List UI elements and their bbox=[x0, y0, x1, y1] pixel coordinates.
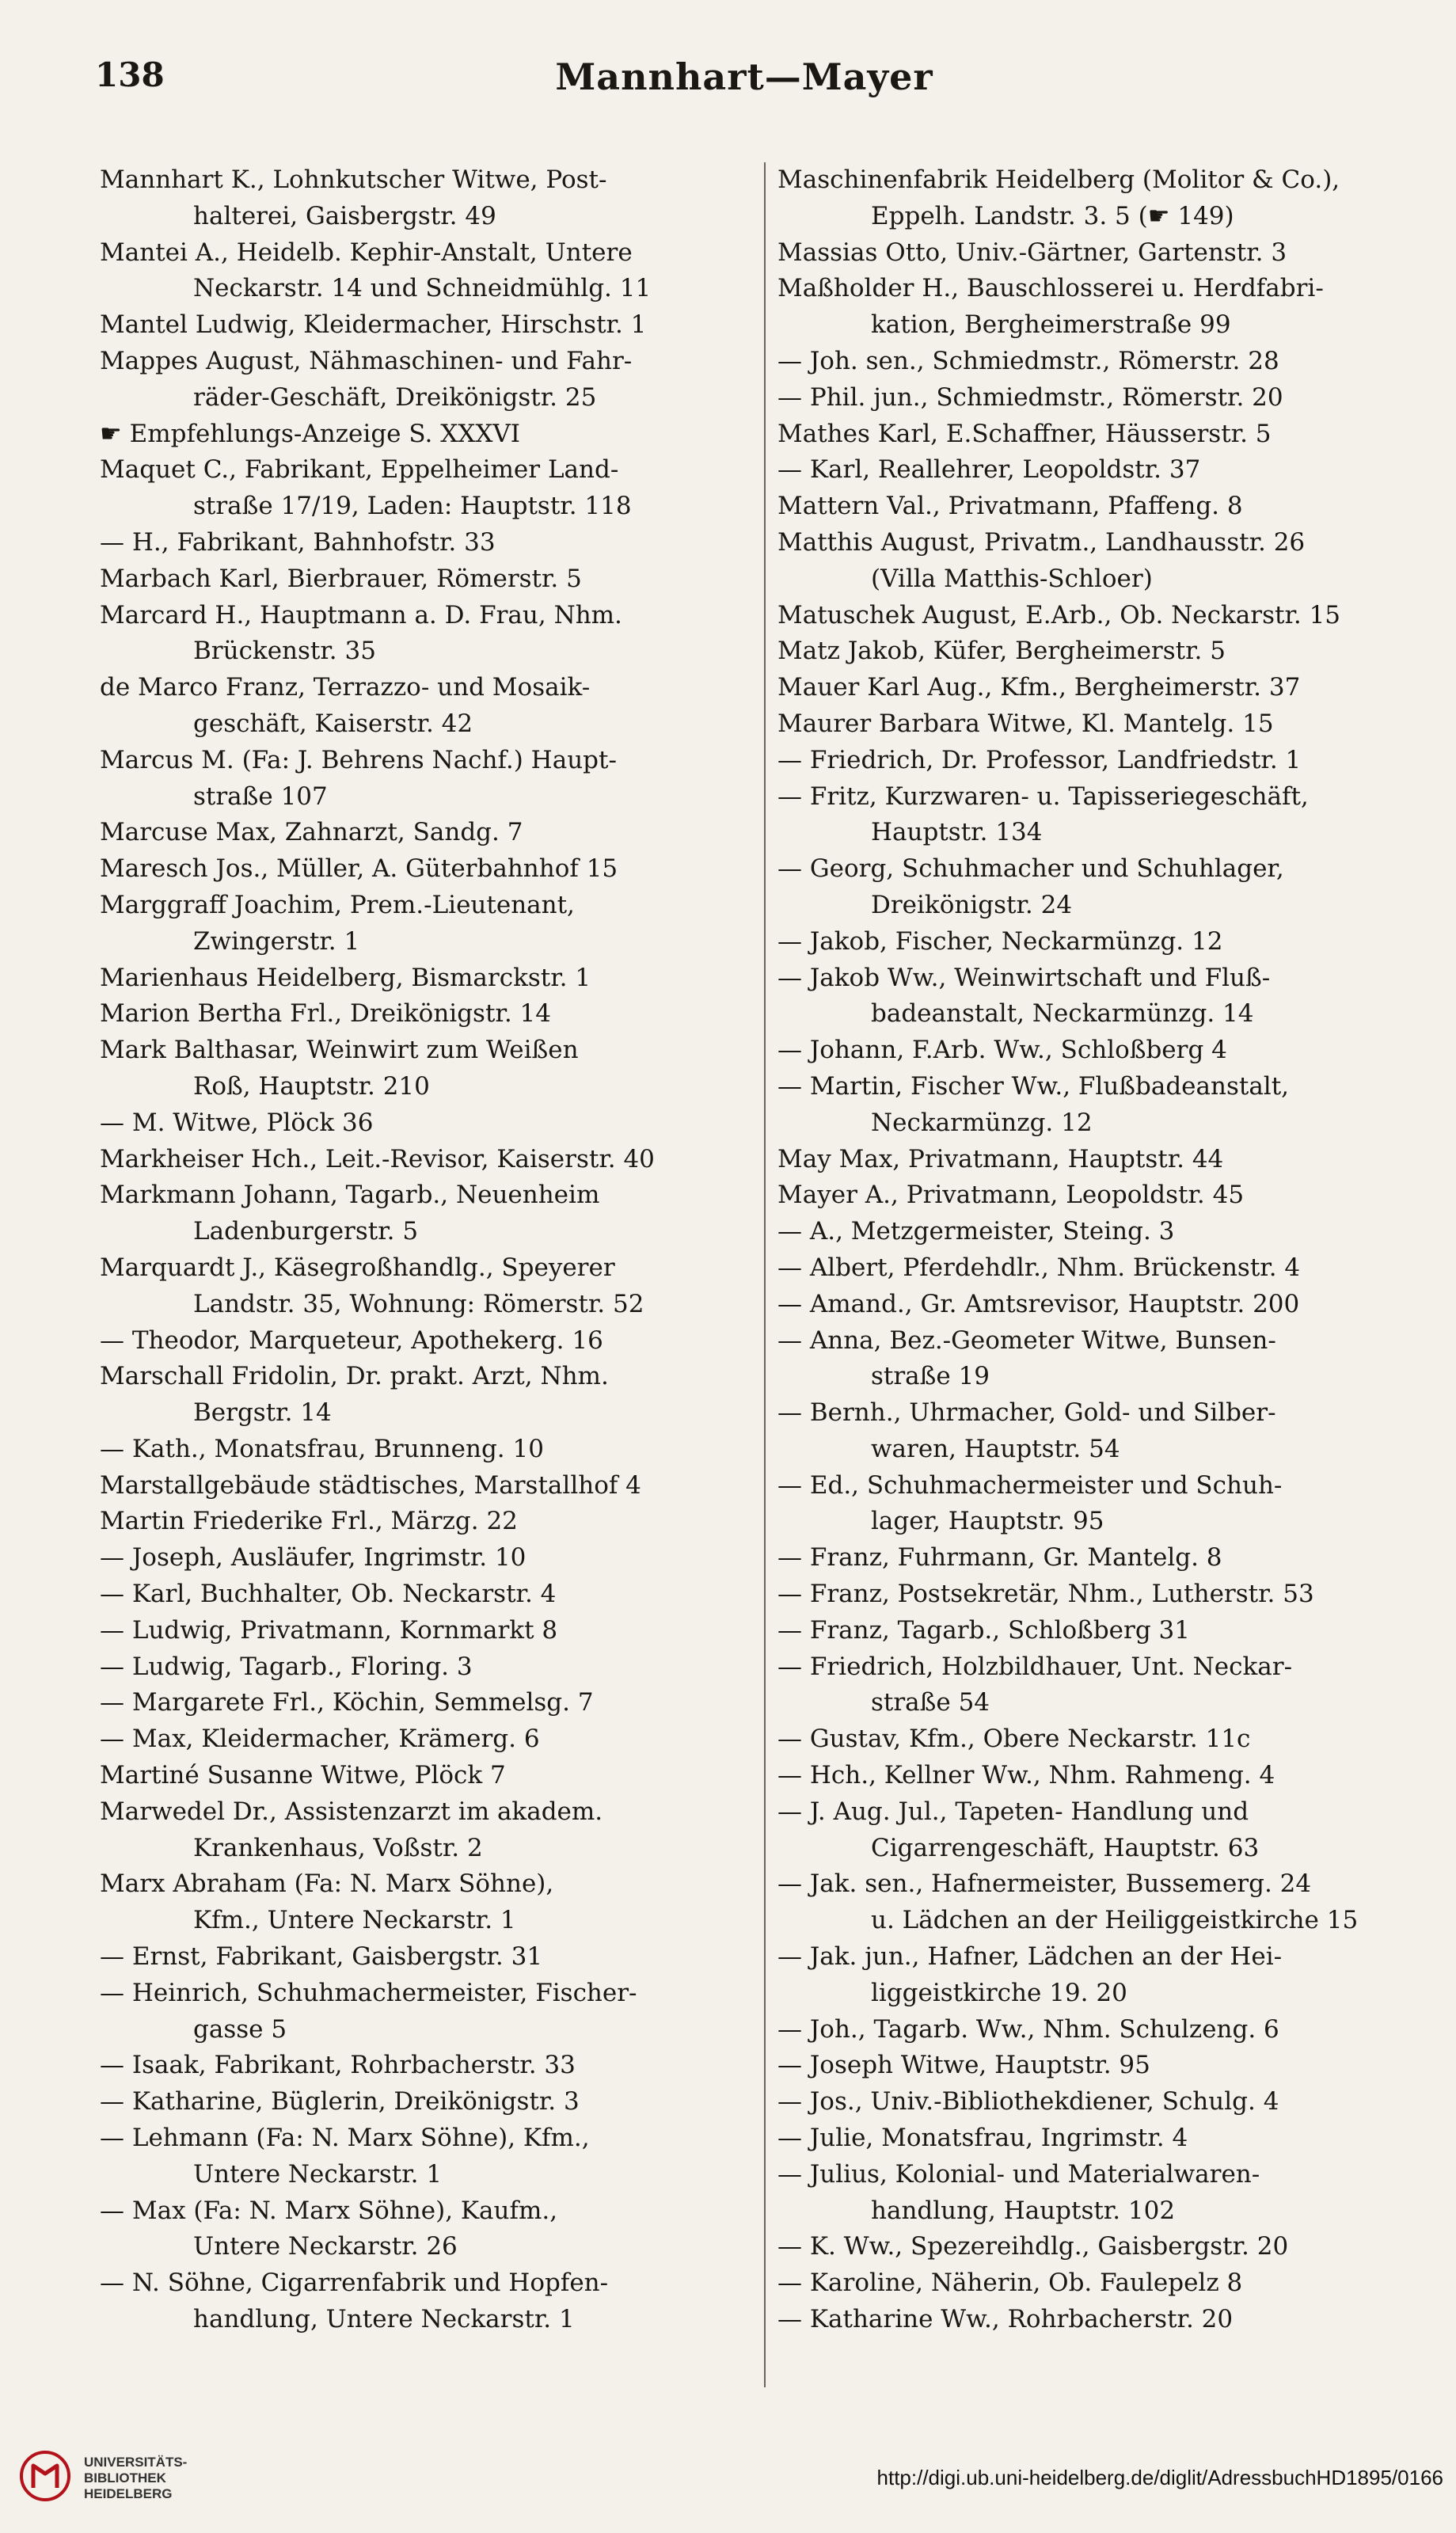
directory-entry bbox=[777, 2265, 1411, 2302]
entry-text: — Julius, Kolonial- und Materialwaren- bbox=[777, 2159, 1260, 2189]
directory-entry bbox=[100, 1105, 757, 1142]
directory-entry bbox=[100, 561, 757, 598]
directory-entry bbox=[777, 1613, 1411, 1649]
directory-entry bbox=[777, 489, 1411, 525]
directory-entry bbox=[100, 1250, 757, 1323]
directory-entry bbox=[777, 271, 1411, 344]
directory-entry bbox=[100, 1540, 757, 1576]
library-name-line: UNIVERSITÄTS- bbox=[84, 2455, 188, 2470]
page-number: 138 bbox=[95, 55, 165, 94]
entry-text: — Franz, Tagarb., Schloßberg 31 bbox=[777, 1615, 1190, 1645]
entry-continuation: (Villa Matthis-Schloer) bbox=[871, 564, 1153, 593]
directory-entry bbox=[100, 1033, 757, 1105]
page-footer bbox=[0, 2423, 1456, 2533]
directory-entry bbox=[100, 235, 757, 308]
directory-entry bbox=[777, 235, 1411, 272]
directory-entry bbox=[100, 815, 757, 851]
directory-entry bbox=[777, 743, 1411, 779]
entry-text: — Ludwig, Tagarb., Floring. 3 bbox=[100, 1652, 473, 1681]
entry-text: Maßholder H., Bauschlosserei u. Herdfabri- bbox=[777, 274, 1324, 303]
directory-entry bbox=[100, 598, 757, 671]
entry-continuation: Neckarmünzg. 12 bbox=[871, 1108, 1093, 1137]
directory-entry bbox=[100, 344, 757, 416]
entry-text: — H., Fabrikant, Bahnhofstr. 33 bbox=[100, 527, 496, 557]
directory-entry bbox=[100, 1504, 757, 1540]
directory-entry bbox=[100, 1142, 757, 1178]
entry-continuation: Neckarstr. 14 und Schneidmühlg. 11 bbox=[193, 274, 652, 303]
page-header bbox=[95, 55, 1393, 111]
directory-entry bbox=[100, 670, 757, 743]
entry-text: Mayer A., Privatmann, Leopoldstr. 45 bbox=[777, 1181, 1245, 1210]
entry-text: — K. Ww., Spezereihdlg., Gaisbergstr. 20 bbox=[777, 2232, 1289, 2261]
entry-continuation: Untere Neckarstr. 26 bbox=[193, 2232, 458, 2261]
entry-text: Marstallgebäude städtisches, Marstallhof 4 bbox=[100, 1470, 641, 1500]
entry-continuation: Kfm., Untere Neckarstr. 1 bbox=[193, 1906, 516, 1935]
directory-entry bbox=[777, 1468, 1411, 1541]
entry-continuation: liggeistkirche 19. 20 bbox=[871, 1978, 1127, 2007]
directory-entry bbox=[777, 779, 1411, 852]
directory-entry bbox=[777, 525, 1411, 598]
library-name bbox=[84, 2455, 187, 2502]
entry-text: — Ed., Schuhmachermeister und Schuh- bbox=[777, 1470, 1283, 1500]
directory-entry bbox=[100, 996, 757, 1033]
entry-text: — A., Metzgermeister, Steing. 3 bbox=[777, 1217, 1175, 1246]
entry-continuation: Zwingerstr. 1 bbox=[193, 926, 360, 956]
directory-entry bbox=[100, 1794, 757, 1867]
entry-continuation: gasse 5 bbox=[193, 2014, 287, 2044]
entry-text: — Franz, Postsekretär, Nhm., Lutherstr. 53 bbox=[777, 1580, 1314, 1609]
directory-entry bbox=[100, 2193, 757, 2266]
entry-text: Marx Abraham (Fa: N. Marx Söhne), bbox=[100, 1869, 554, 1899]
entry-text: — Jakob Ww., Weinwirtschaft und Fluß- bbox=[777, 963, 1271, 992]
entry-continuation: Untere Neckarstr. 1 bbox=[193, 2159, 443, 2189]
directory-entry bbox=[777, 2012, 1411, 2048]
directory-entry bbox=[100, 888, 757, 960]
directory-entry bbox=[100, 416, 757, 453]
directory-entry bbox=[777, 2120, 1411, 2157]
entry-continuation: geschäft, Kaiserstr. 42 bbox=[193, 709, 473, 738]
directory-entry bbox=[100, 2120, 757, 2193]
entry-text: Maurer Barbara Witwe, Kl. Mantelg. 15 bbox=[777, 709, 1274, 738]
entry-text: — Friedrich, Dr. Professor, Landfriedstr. 1 bbox=[777, 745, 1302, 774]
entry-text: — Joseph Witwe, Hauptstr. 95 bbox=[777, 2051, 1150, 2080]
entry-continuation: Eppelh. Landstr. 3. 5 (☛ 149) bbox=[871, 201, 1234, 230]
entry-continuation: Bergstr. 14 bbox=[193, 1398, 332, 1428]
directory-entry bbox=[777, 2229, 1411, 2265]
entry-text: — Karl, Buchhalter, Ob. Neckarstr. 4 bbox=[100, 1580, 557, 1609]
entry-text: de Marco Franz, Terrazzo- und Mosaik- bbox=[100, 673, 591, 702]
entry-text: — Phil. jun., Schmiedmstr., Römerstr. 20 bbox=[777, 382, 1283, 412]
entry-text: — Margarete Frl., Köchin, Semmelsg. 7 bbox=[100, 1688, 594, 1717]
directory-entry bbox=[777, 1794, 1411, 1867]
library-name-line: BIBLIOTHEK bbox=[84, 2470, 166, 2485]
entry-text: — Martin, Fischer Ww., Flußbadeanstalt, bbox=[777, 1071, 1290, 1101]
directory-entry bbox=[100, 452, 757, 525]
directory-entry bbox=[777, 1866, 1411, 1939]
directory-entry bbox=[100, 1721, 757, 1758]
right-column bbox=[777, 162, 1411, 2338]
entry-text: Marion Bertha Frl., Dreikönigstr. 14 bbox=[100, 999, 551, 1029]
entry-text: — J. Aug. Jul., Tapeten- Handlung und bbox=[777, 1797, 1249, 1826]
directory-entry bbox=[100, 851, 757, 888]
entry-continuation: Ladenburgerstr. 5 bbox=[193, 1217, 419, 1246]
entry-text: — Katharine, Büglerin, Dreikönigstr. 3 bbox=[100, 2087, 580, 2117]
directory-entry bbox=[100, 743, 757, 816]
entry-text: Mannhart K., Lohnkutscher Witwe, Post- bbox=[100, 165, 607, 194]
entry-text: Maschinenfabrik Heidelberg (Molitor & Co.), bbox=[777, 165, 1340, 194]
entry-text: Martin Friederike Frl., Märzg. 22 bbox=[100, 1507, 518, 1536]
directory-entry bbox=[100, 1432, 757, 1468]
directory-entry bbox=[100, 1866, 757, 1939]
entry-text: — Ernst, Fabrikant, Gaisbergstr. 31 bbox=[100, 1942, 543, 1972]
column-divider bbox=[764, 162, 766, 2387]
directory-entry bbox=[777, 162, 1411, 235]
entry-continuation: lager, Hauptstr. 95 bbox=[871, 1507, 1104, 1536]
entry-text: — Ludwig, Privatmann, Kornmarkt 8 bbox=[100, 1615, 558, 1645]
entry-text: Maquet C., Fabrikant, Eppelheimer Land- bbox=[100, 455, 619, 485]
entry-text: — Bernh., Uhrmacher, Gold- und Silber- bbox=[777, 1398, 1276, 1428]
directory-entry bbox=[777, 416, 1411, 453]
directory-entry bbox=[777, 2157, 1411, 2230]
entry-text: — Max (Fa: N. Marx Söhne), Kaufm., bbox=[100, 2196, 558, 2225]
entry-text: — Hch., Kellner Ww., Nhm. Rahmeng. 4 bbox=[777, 1761, 1275, 1790]
directory-entry bbox=[777, 1395, 1411, 1468]
directory-entry bbox=[777, 1576, 1411, 1613]
entry-text: — Amand., Gr. Amtsrevisor, Hauptstr. 200 bbox=[777, 1289, 1300, 1318]
entry-continuation: straße 19 bbox=[871, 1362, 990, 1391]
directory-entry bbox=[777, 1214, 1411, 1250]
entry-continuation: waren, Hauptstr. 54 bbox=[871, 1434, 1120, 1463]
entry-text: — Anna, Bez.-Geometer Witwe, Bunsen- bbox=[777, 1325, 1276, 1355]
directory-entry bbox=[777, 1939, 1411, 2012]
directory-entry bbox=[100, 1576, 757, 1613]
entry-continuation: Roß, Hauptstr. 210 bbox=[193, 1071, 430, 1101]
directory-entry bbox=[777, 1177, 1411, 1214]
directory-entry bbox=[777, 2302, 1411, 2338]
entry-continuation: straße 17/19, Laden: Hauptstr. 118 bbox=[193, 492, 632, 521]
entry-text: Markmann Johann, Tagarb., Neuenheim bbox=[100, 1181, 600, 1210]
entry-text: — Max, Kleidermacher, Krämerg. 6 bbox=[100, 1725, 540, 1754]
entry-continuation: Cigarrengeschäft, Hauptstr. 63 bbox=[871, 1833, 1260, 1862]
entry-text: — Jakob, Fischer, Neckarmünzg. 12 bbox=[777, 926, 1223, 956]
entry-continuation: handlung, Untere Neckarstr. 1 bbox=[193, 2305, 575, 2334]
entry-text: — Joseph, Ausläufer, Ingrimstr. 10 bbox=[100, 1543, 527, 1573]
entry-text: — Georg, Schuhmacher und Schuhlager, bbox=[777, 854, 1284, 884]
directory-entry bbox=[100, 1613, 757, 1649]
directory-entry bbox=[100, 1685, 757, 1721]
entry-text: — Lehmann (Fa: N. Marx Söhne), Kfm., bbox=[100, 2124, 590, 2153]
entry-text: — Theodor, Marqueteur, Apothekerg. 16 bbox=[100, 1325, 603, 1355]
entry-text: — Franz, Fuhrmann, Gr. Mantelg. 8 bbox=[777, 1543, 1222, 1573]
entry-text: Matthis August, Privatm., Landhausstr. 26 bbox=[777, 527, 1306, 557]
entry-text: Marienhaus Heidelberg, Bismarckstr. 1 bbox=[100, 963, 591, 992]
entry-continuation: straße 107 bbox=[193, 782, 328, 811]
directory-entry bbox=[777, 1287, 1411, 1323]
entry-text: — Heinrich, Schuhmachermeister, Fischer- bbox=[100, 1978, 637, 2007]
library-seal-icon bbox=[17, 2448, 73, 2504]
entry-text: Mark Balthasar, Weinwirt zum Weißen bbox=[100, 1036, 579, 1065]
university-library-logo bbox=[17, 2439, 207, 2518]
entry-continuation: räder-Geschäft, Dreikönigstr. 25 bbox=[193, 382, 597, 412]
entry-text: Marschall Fridolin, Dr. prakt. Arzt, Nhm. bbox=[100, 1362, 609, 1391]
entry-text: Marcuse Max, Zahnarzt, Sandg. 7 bbox=[100, 818, 523, 847]
directory-entry bbox=[100, 960, 757, 997]
entry-text: Marggraff Joachim, Prem.-Lieutenant, bbox=[100, 890, 575, 919]
entry-text: — Karl, Reallehrer, Leopoldstr. 37 bbox=[777, 455, 1201, 485]
entry-continuation: Dreikönigstr. 24 bbox=[871, 890, 1073, 919]
directory-entry bbox=[777, 851, 1411, 924]
directory-entry bbox=[100, 525, 757, 561]
entry-text: May Max, Privatmann, Hauptstr. 44 bbox=[777, 1144, 1224, 1173]
directory-entry bbox=[100, 1323, 757, 1360]
directory-entry bbox=[777, 1758, 1411, 1794]
entry-text: — Johann, F.Arb. Ww., Schloßberg 4 bbox=[777, 1036, 1227, 1065]
entry-continuation: straße 54 bbox=[871, 1688, 990, 1717]
directory-entry bbox=[777, 1323, 1411, 1396]
entry-text: Marcard H., Hauptmann a. D. Frau, Nhm. bbox=[100, 600, 622, 629]
entry-text: — Gustav, Kfm., Obere Neckarstr. 11c bbox=[777, 1725, 1251, 1754]
source-url[interactable]: http://digi.ub.uni-heidelberg.de/diglit/AdressbuchHD1895/0166 bbox=[876, 2466, 1443, 2489]
directory-entry bbox=[777, 452, 1411, 489]
directory-entry bbox=[777, 670, 1411, 706]
entry-continuation: kation, Bergheimerstraße 99 bbox=[871, 310, 1231, 340]
directory-entry bbox=[777, 1250, 1411, 1287]
entry-text: Marwedel Dr., Assistenzarzt im akadem. bbox=[100, 1797, 603, 1826]
directory-entry bbox=[100, 162, 757, 235]
entry-text: — Joh. sen., Schmiedmstr., Römerstr. 28 bbox=[777, 346, 1279, 375]
directory-entry bbox=[777, 344, 1411, 380]
directory-entry bbox=[777, 706, 1411, 743]
entry-text: Marcus M. (Fa: J. Behrens Nachf.) Haupt- bbox=[100, 745, 617, 774]
entry-text: Massias Otto, Univ.-Gärtner, Gartenstr. 3 bbox=[777, 238, 1287, 267]
entry-text: — Katharine Ww., Rohrbacherstr. 20 bbox=[777, 2305, 1234, 2334]
directory-entry bbox=[100, 2265, 757, 2338]
entry-text: Mauer Karl Aug., Kfm., Bergheimerstr. 37 bbox=[777, 673, 1301, 702]
entry-text: Maresch Jos., Müller, A. Güterbahnhof 15 bbox=[100, 854, 618, 884]
entry-text: — M. Witwe, Plöck 36 bbox=[100, 1108, 374, 1137]
entry-text: — Friedrich, Holzbildhauer, Unt. Neckar- bbox=[777, 1652, 1293, 1681]
directory-entry bbox=[100, 1758, 757, 1794]
entry-continuation: Landstr. 35, Wohnung: Römerstr. 52 bbox=[193, 1289, 644, 1318]
entry-text: Mappes August, Nähmaschinen- und Fahr- bbox=[100, 346, 633, 375]
directory-entry bbox=[777, 1142, 1411, 1178]
directory-entry bbox=[777, 1649, 1411, 1722]
directory-entry bbox=[777, 633, 1411, 670]
entry-text: Mantei A., Heidelb. Kephir-Anstalt, Untere bbox=[100, 238, 633, 267]
entry-continuation: Krankenhaus, Voßstr. 2 bbox=[193, 1833, 483, 1862]
entry-text: Markheiser Hch., Leit.-Revisor, Kaiserstr. 40 bbox=[100, 1144, 655, 1173]
entry-text: Matz Jakob, Küfer, Bergheimerstr. 5 bbox=[777, 637, 1226, 666]
entry-text: — Karoline, Näherin, Ob. Faulepelz 8 bbox=[777, 2269, 1243, 2298]
directory-entry bbox=[100, 1177, 757, 1250]
entry-text: Martiné Susanne Witwe, Plöck 7 bbox=[100, 1761, 506, 1790]
entry-text: Marquardt J., Käsegroßhandlg., Speyerer bbox=[100, 1253, 615, 1282]
directory-entry bbox=[100, 1649, 757, 1686]
entry-text: Mathes Karl, E.Schaffner, Häusserstr. 5 bbox=[777, 419, 1272, 448]
entry-continuation: halterei, Gaisbergstr. 49 bbox=[193, 201, 496, 230]
directory-entry bbox=[777, 924, 1411, 960]
directory-entry bbox=[100, 307, 757, 344]
entry-text: Matuschek August, E.Arb., Ob. Neckarstr. 15 bbox=[777, 600, 1341, 629]
directory-entry bbox=[777, 598, 1411, 634]
entry-text: Mattern Val., Privatmann, Pfaffeng. 8 bbox=[777, 492, 1243, 521]
entry-text: — Isaak, Fabrikant, Rohrbacherstr. 33 bbox=[100, 2051, 576, 2080]
directory-entry bbox=[100, 2084, 757, 2120]
entry-continuation: Brückenstr. 35 bbox=[193, 637, 376, 666]
entry-text: — Julie, Monatsfrau, Ingrimstr. 4 bbox=[777, 2124, 1188, 2153]
directory-entry bbox=[100, 1976, 757, 2048]
directory-entry bbox=[777, 380, 1411, 416]
directory-entry bbox=[777, 1069, 1411, 1142]
entry-text: — Joh., Tagarb. Ww., Nhm. Schulzeng. 6 bbox=[777, 2014, 1279, 2044]
entry-text: — Albert, Pferdehdlr., Nhm. Brückenstr. 4 bbox=[777, 1253, 1301, 1282]
library-name-line: HEIDELBERG bbox=[84, 2486, 173, 2501]
directory-entry bbox=[100, 1939, 757, 1976]
entry-text: — Fritz, Kurzwaren- u. Tapisseriegeschäft, bbox=[777, 782, 1309, 811]
directory-entry bbox=[777, 960, 1411, 1033]
directory-entry bbox=[777, 1721, 1411, 1758]
entry-text: — Jos., Univ.-Bibliothekdiener, Schulg. 4 bbox=[777, 2087, 1279, 2117]
directory-entry bbox=[777, 1540, 1411, 1576]
entry-text: ☛ Empfehlungs-Anzeige S. XXXVI bbox=[100, 419, 521, 448]
left-column bbox=[100, 162, 757, 2338]
entry-text: — Jak. jun., Hafner, Lädchen an der Hei- bbox=[777, 1942, 1283, 1972]
entry-text: — Jak. sen., Hafnermeister, Bussemerg. 24 bbox=[777, 1869, 1312, 1899]
directory-entry bbox=[100, 1468, 757, 1504]
entry-text: Marbach Karl, Bierbrauer, Römerstr. 5 bbox=[100, 564, 582, 593]
directory-entry bbox=[777, 1033, 1411, 1069]
entry-continuation: u. Lädchen an der Heiliggeistkirche 15 bbox=[871, 1906, 1359, 1935]
directory-entry bbox=[100, 2048, 757, 2084]
directory-entry bbox=[777, 2084, 1411, 2120]
directory-entry bbox=[100, 1359, 757, 1432]
entry-continuation: badeanstalt, Neckarmünzg. 14 bbox=[871, 999, 1254, 1029]
entry-text: — Kath., Monatsfrau, Brunneng. 10 bbox=[100, 1434, 544, 1463]
entry-text: Mantel Ludwig, Kleidermacher, Hirschstr. 1 bbox=[100, 310, 647, 340]
running-title: Mannhart—Mayer bbox=[555, 55, 933, 98]
entry-text: — N. Söhne, Cigarrenfabrik und Hopfen- bbox=[100, 2269, 609, 2298]
entry-continuation: Hauptstr. 134 bbox=[871, 818, 1043, 847]
entry-continuation: handlung, Hauptstr. 102 bbox=[871, 2196, 1176, 2225]
directory-entry bbox=[777, 2048, 1411, 2084]
